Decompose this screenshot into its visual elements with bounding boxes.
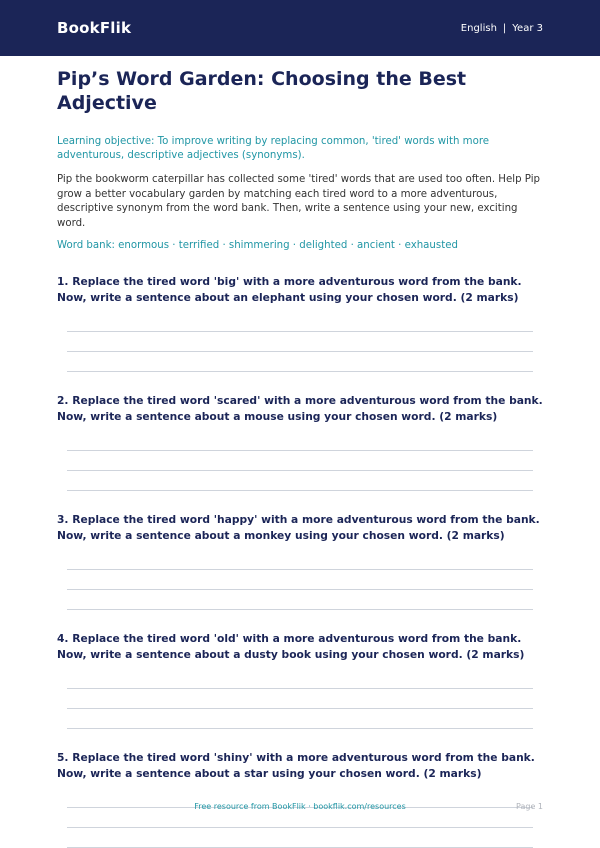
- answer-line[interactable]: [67, 490, 533, 491]
- intro-paragraph: Pip the bookworm caterpillar has collected some 'tired' words that are used too often. Help Pip grow a better vocabulary garden by matching each tired word to a more adventurous, descriptive synonym from the word bank. Then, write a sentence using your new, exciting word.: [57, 174, 540, 229]
- question-3: [57, 512, 543, 610]
- answer-line[interactable]: [67, 609, 533, 610]
- question-text: 1. Replace the tired word 'big' with a more adventurous word from the bank. Now, write a sentence about an elephant using your chosen word. (2 marks): [57, 275, 522, 304]
- question-2: [57, 393, 543, 491]
- answer-line[interactable]: [67, 351, 533, 352]
- question-text: 3. Replace the tired word 'happy' with a more adventurous word from the bank. Now, write a sentence about a monkey using your chosen word. (2 marks): [57, 513, 540, 542]
- page-header: [0, 0, 600, 56]
- question-1: [57, 274, 543, 372]
- answer-line[interactable]: [67, 450, 533, 451]
- question-text: 5. Replace the tired word 'shiny' with a more adventurous word from the bank. Now, write a sentence about a star using your chosen word. (2 marks): [57, 751, 535, 780]
- subject-label: English: [460, 22, 497, 34]
- answer-line[interactable]: [67, 728, 533, 729]
- learning-objective: Learning objective: To improve writing by replacing common, 'tired' words with more adventurous, descriptive adjectives (synonyms).: [57, 136, 490, 161]
- answer-line[interactable]: [67, 470, 533, 471]
- answer-line[interactable]: [67, 569, 533, 570]
- question-4: [57, 631, 543, 729]
- question-text: 4. Replace the tired word 'old' with a more adventurous word from the bank. Now, write a sentence about a dusty book using your chosen word. (2 marks): [57, 632, 525, 661]
- brand-logo: BookFlik: [57, 19, 132, 37]
- footer-resource-link[interactable]: Free resource from BookFlik · bookflik.com/resources: [194, 802, 406, 811]
- answer-area[interactable]: [57, 331, 543, 372]
- subject-year: [461, 23, 543, 34]
- page-number: Page 1: [516, 802, 543, 811]
- answer-area[interactable]: [57, 569, 543, 610]
- worksheet-body: [0, 67, 600, 848]
- page-footer: [0, 802, 600, 814]
- answer-line[interactable]: [67, 589, 533, 590]
- question-5: [57, 750, 543, 848]
- answer-line[interactable]: [67, 371, 533, 372]
- answer-line[interactable]: [67, 708, 533, 709]
- year-label: Year 3: [512, 22, 543, 34]
- meta-separator: |: [502, 22, 507, 34]
- word-bank: Word bank: enormous · terrified · shimmering · delighted · ancient · exhausted: [57, 240, 458, 251]
- answer-line[interactable]: [67, 331, 533, 332]
- answer-area[interactable]: [57, 688, 543, 729]
- answer-line[interactable]: [67, 827, 533, 828]
- question-text: 2. Replace the tired word 'scared' with a more adventurous word from the bank. Now, write a sentence about a mouse using your chosen word. (2 marks): [57, 394, 543, 423]
- answer-area[interactable]: [57, 450, 543, 491]
- answer-line[interactable]: [67, 688, 533, 689]
- page-title: Pip’s Word Garden: Choosing the Best Adjective: [57, 68, 467, 114]
